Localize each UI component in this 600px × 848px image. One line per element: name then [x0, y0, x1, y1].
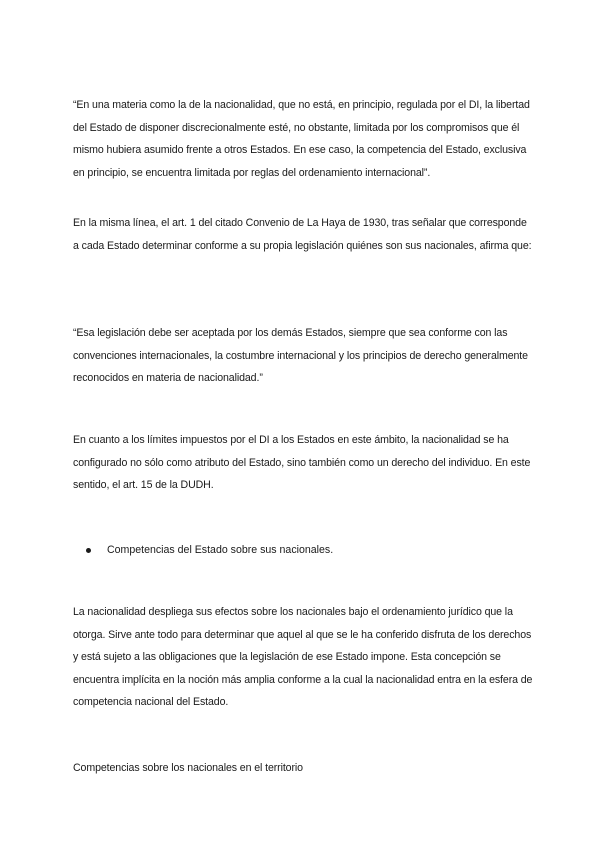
- section-heading: Competencias sobre los nacionales en el territorio: [73, 762, 303, 774]
- quote-paragraph-nationality: “En una materia como la de la nacionalidad, que no está, en principio, regulada por el DI, la libertad del Estado de disponer discrecionalmente esté, no obstante, limitada por los compromisos que él mismo hubiera asumido frente a otros Estados. En ese caso, la competencia del Estado, exclusiva en principio, se encuentra limitada por reglas del ordenamiento internacional”.: [73, 99, 530, 179]
- hague-convention-paragraph: En la misma línea, el art. 1 del citado Convenio de La Haya de 1930, tras señalar que corresponde a cada Estado determinar conforme a su propia legislación quiénes son sus nacionales, afirma que:: [73, 217, 532, 252]
- bullet-text: Competencias del Estado sobre sus nacionales.: [107, 544, 334, 556]
- limits-paragraph: En cuanto a los límites impuestos por el DI a los Estados en este ámbito, la nacionalidad se ha configurado no sólo como atributo del Estado, sino también como un derecho del individuo. En este sentido, el art. 15 de la DUDH.: [73, 434, 531, 492]
- nationality-effects-paragraph: La nacionalidad despliega sus efectos sobre los nacionales bajo el ordenamiento jurídico que la otorga. Sirve ante todo para determinar que aquel al que se le ha conferido disfruta de los derechos y está sujeto a las obligaciones que la legislación de ese Estado impone. Esta concepción se encuentra implícita en la noción más amplia conforme a la cual la nacionalidad entra en la esfera de competencia nacional del Estado.: [73, 606, 533, 709]
- bullet-dot-icon: [86, 548, 91, 553]
- bullet-list-item: [86, 539, 333, 562]
- quote-paragraph-legislation: “Esa legislación debe ser aceptada por los demás Estados, siempre que sea conforme con las convenciones internacionales, la costumbre internacional y los principios de derecho generalmente reconocidos en materia de nacionalidad.”: [73, 327, 528, 385]
